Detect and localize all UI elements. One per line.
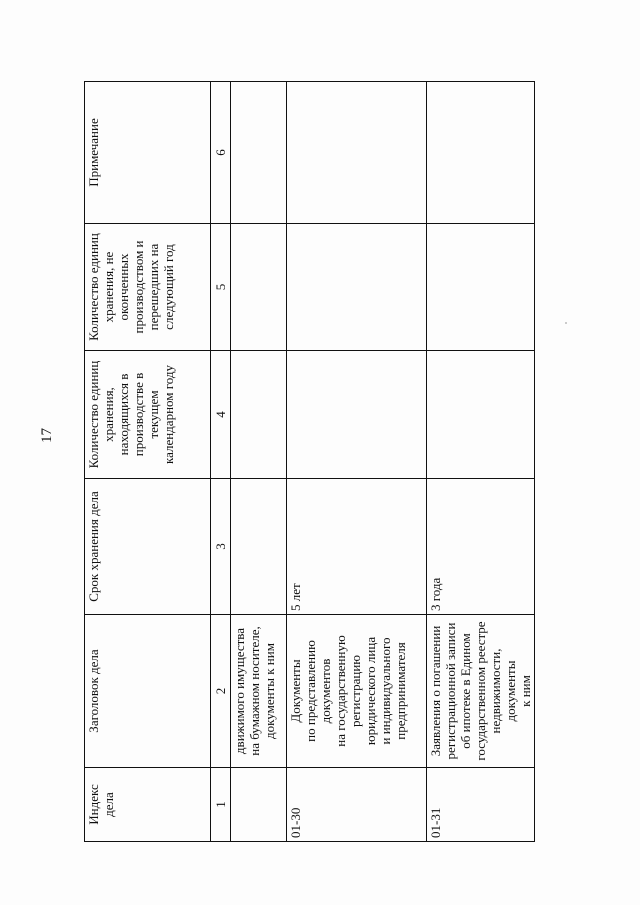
header-index: Индекс дела — [85, 768, 211, 842]
header-note: Примечание — [85, 82, 211, 224]
cell-index — [231, 768, 287, 842]
table-row — [287, 82, 427, 842]
cell-not-finished-count — [231, 224, 287, 351]
cell-in-progress-count — [287, 351, 427, 479]
cell-note — [231, 82, 287, 224]
cell-index: 01-30 — [287, 768, 427, 842]
column-number-row — [211, 82, 231, 842]
table-row — [231, 82, 287, 842]
column-number-1: 1 — [211, 768, 231, 842]
cell-title: движимого имущества на бумажном носителе, документы к ним — [231, 615, 287, 768]
cell-in-progress-count — [427, 351, 535, 479]
column-number-5: 5 — [211, 224, 231, 351]
page-number: 17 — [39, 428, 55, 443]
cell-note — [287, 82, 427, 224]
nomenclature-table — [84, 81, 535, 842]
cell-retention: 5 лет — [287, 479, 427, 615]
table-header-row — [85, 82, 211, 842]
cell-retention: 3 года — [427, 479, 535, 615]
column-number-3: 3 — [211, 479, 231, 615]
cell-not-finished-count — [287, 224, 427, 351]
header-not-finished-count: Количество единиц хранения, не оконченных производством и перешедших на следующий год — [85, 224, 211, 351]
nomenclature-table-container — [84, 82, 534, 842]
cell-in-progress-count — [231, 351, 287, 479]
scan-speck — [565, 322, 567, 324]
column-number-6: 6 — [211, 82, 231, 224]
cell-retention — [231, 479, 287, 615]
cell-note — [427, 82, 535, 224]
cell-title: Заявления о погашении регистрационной записи об ипотеке в Едином государственном реестре недвижимости, документы к ним — [427, 615, 535, 768]
column-number-2: 2 — [211, 615, 231, 768]
cell-index: 01-31 — [427, 768, 535, 842]
header-title: Заголовок дела — [85, 615, 211, 768]
header-in-progress-count: Количество единиц хранения, находящихся в производстве в текущем календарном году — [85, 351, 211, 479]
table-row — [427, 82, 535, 842]
cell-title: Документы по представлению документов на государственную регистрацию юридического лица и индивидуального предпринимателя — [287, 615, 427, 768]
header-retention: Срок хранения дела — [85, 479, 211, 615]
cell-not-finished-count — [427, 224, 535, 351]
column-number-4: 4 — [211, 351, 231, 479]
